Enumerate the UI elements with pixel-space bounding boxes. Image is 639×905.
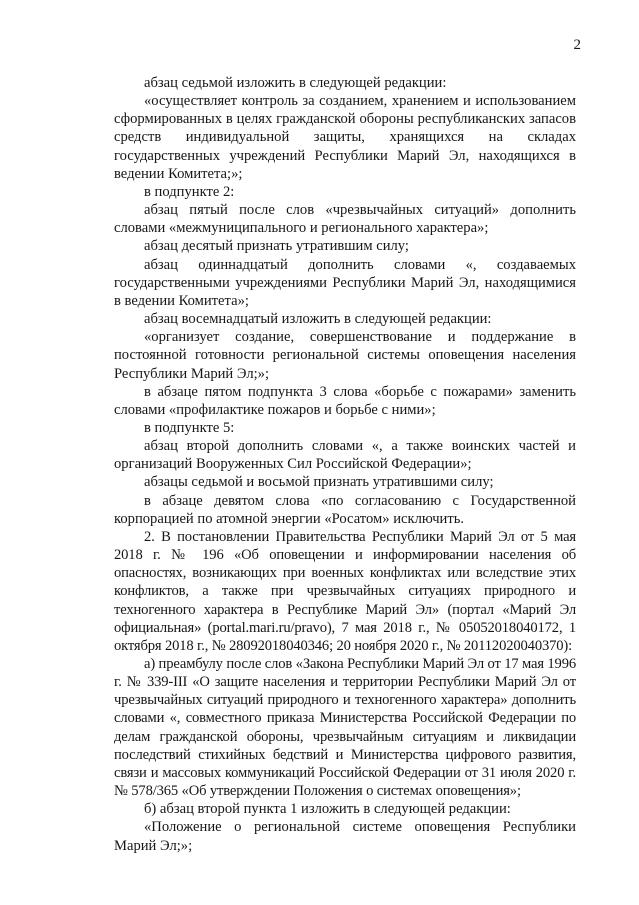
paragraph: а) преамбулу после слов «Закона Республики Марий Эл от 17 мая 1996 г. № 339-III «О защите населения и территории Республики Марий Эл от чрезвычайных ситуаций природного и техногенного характера» дополнить словами «, совместного приказа Министерства Российской Федерации по делам гражданской обороны, чрезвычайным ситуациям и ликвидации последствий стихийных бедствий и Министерства цифрового развития, связи и массовых коммуникаций Российской Федерации от 31 июля 2020 г. № 578/365 «Об утверждении Положения о системах оповещения»;: [114, 656, 576, 800]
paragraph: абзацы седьмой и восьмой признать утратившими силу;: [144, 474, 494, 491]
paragraph: в подпункте 2:: [144, 183, 235, 200]
paragraph: абзац одиннадцатый дополнить словами «, создаваемых государственными учреждениями Республики Марий Эл, находящимися в ведении Комитета»;: [114, 256, 576, 309]
paragraph: абзац десятый признать утратившим силу;: [144, 238, 409, 255]
paragraph: б) абзац второй пункта 1 изложить в следующей редакции:: [144, 801, 511, 818]
paragraph: абзац пятый после слов «чрезвычайных ситуаций» дополнить словами «межмуниципального и регионального характера»;: [114, 202, 576, 237]
page-number: 2: [573, 37, 581, 53]
paragraph: «Положение о региональной системе оповещения Республики Марий Эл;»;: [114, 819, 576, 854]
paragraph: в абзаце пятом подпункта 3 слова «борьбе с пожарами» заменить словами «профилактике пожаров и борьбе с ними»;: [114, 383, 576, 418]
paragraph: «организует создание, совершенствование и поддержание в постоянной готовности региональной системы оповещения населения Республики Марий Эл;»;: [114, 329, 576, 382]
paragraph: абзац второй дополнить словами «, а также воинских частей и организаций Вооруженных Сил Российской Федерации»;: [114, 438, 576, 473]
paragraph: абзац седьмой изложить в следующей редакции:: [144, 75, 447, 91]
paragraph: в абзаце девятом слова «по согласованию с Государственной корпорацией по атомной энергии «Росатом» исключить.: [114, 492, 576, 527]
document-body: [114, 74, 576, 855]
paragraph: «осуществляет контроль за созданием, хранением и использованием сформированных в целях гражданской обороны республиканских запасов средств индивидуальной защиты, хранящихся на складах государственных учреждений Республики Марий Эл, находящихся в ведении Комитета;»;: [114, 93, 576, 182]
paragraph: абзац восемнадцатый изложить в следующей редакции:: [144, 311, 492, 328]
paragraph: 2. В постановлении Правительства Республики Марий Эл от 5 мая 2018 г. № 196 «Об оповещении и информировании населения об опасностях, возникающих при военных конфликтах или вследствие этих конфликтов, а также при чрезвычайных ситуациях природного и техногенного характера в Республике Марий Эл» (портал «Марий Эл официальная» (portal.mari.ru/pravo), 7 мая 2018 г., № 05052018040172, 1 октября 2018 г., № 28092018040346; 20 ноября 2020 г., № 20112020040370):: [114, 528, 576, 654]
paragraph: в подпункте 5:: [144, 419, 235, 436]
